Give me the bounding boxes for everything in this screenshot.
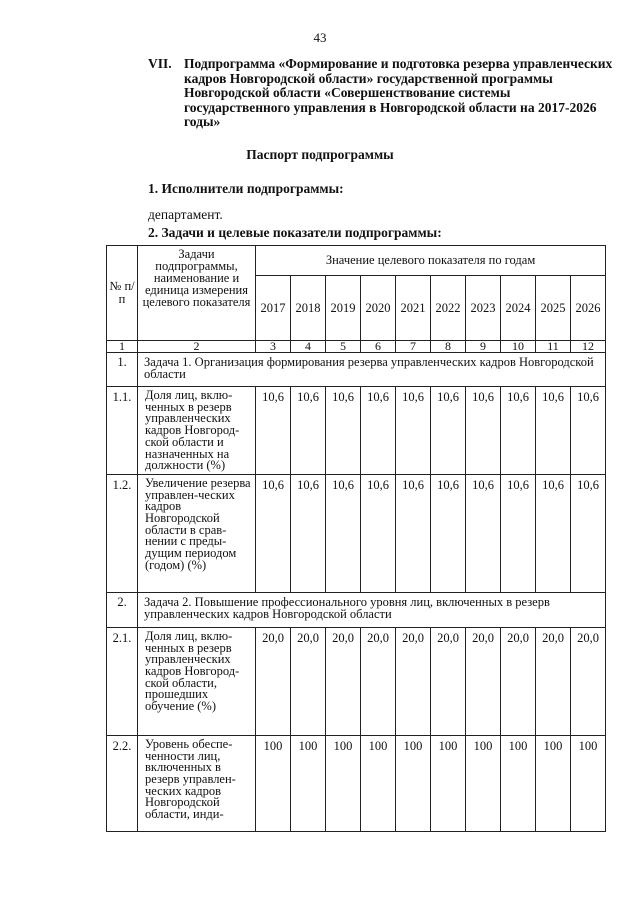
- indicator-value: 10,6: [396, 474, 431, 592]
- indicator-number: 1.1.: [107, 387, 138, 475]
- header-year: 2024: [501, 276, 536, 341]
- column-number: 3: [256, 341, 291, 353]
- header-year: 2018: [291, 276, 326, 341]
- header-year: 2022: [431, 276, 466, 341]
- indicator-value: 10,6: [361, 474, 396, 592]
- indicator-name: Уровень обеспе-ченности лиц, включенных в резерв управлен-ческих кадров Новгородской области, инди-: [138, 735, 256, 831]
- indicator-number: 1.2.: [107, 474, 138, 592]
- indicator-value: 100: [571, 735, 606, 831]
- indicator-value: 10,6: [326, 474, 361, 592]
- column-number: 5: [326, 341, 361, 353]
- indicator-value: 10,6: [536, 387, 571, 475]
- header-year: 2023: [466, 276, 501, 341]
- indicator-value: 10,6: [536, 474, 571, 592]
- task-number: 2.: [107, 592, 138, 627]
- header-year: 2019: [326, 276, 361, 341]
- header-year: 2017: [256, 276, 291, 341]
- indicator-row: [107, 627, 606, 735]
- executors-value: департамент.: [148, 207, 223, 222]
- column-number: 10: [501, 341, 536, 353]
- indicator-value: 20,0: [256, 627, 291, 735]
- indicator-value: 20,0: [501, 627, 536, 735]
- page-number: 43: [313, 30, 327, 45]
- column-number: 7: [396, 341, 431, 353]
- indicator-value: 20,0: [291, 627, 326, 735]
- header-num: № п/п: [107, 246, 138, 341]
- indicator-row: [107, 387, 606, 475]
- task-row: [107, 592, 606, 627]
- indicator-value: 10,6: [571, 387, 606, 475]
- indicator-value: 10,6: [291, 474, 326, 592]
- column-number: 1: [107, 341, 138, 353]
- indicator-value: 100: [466, 735, 501, 831]
- executors-heading: 1. Исполнители подпрограммы:: [148, 181, 344, 196]
- column-number: 9: [466, 341, 501, 353]
- indicator-value: 20,0: [466, 627, 501, 735]
- indicator-value: 100: [536, 735, 571, 831]
- indicator-value: 10,6: [256, 387, 291, 475]
- indicator-number: 2.1.: [107, 627, 138, 735]
- indicator-row: [107, 735, 606, 831]
- column-number: 11: [536, 341, 571, 353]
- header-year: 2026: [571, 276, 606, 341]
- indicator-value: 100: [326, 735, 361, 831]
- indicator-value: 10,6: [256, 474, 291, 592]
- column-number: 12: [571, 341, 606, 353]
- indicator-value: 10,6: [501, 474, 536, 592]
- table-body: [107, 246, 606, 832]
- indicator-name: Доля лиц, вклю-ченных в резерв управленческих кадров Новгород-ской области, прошедших обучение (%): [138, 627, 256, 735]
- column-number: 4: [291, 341, 326, 353]
- indicator-value: 10,6: [431, 387, 466, 475]
- passport-title: Паспорт подпрограммы: [246, 147, 394, 162]
- header-name: Задачи подпрограммы, наименование и единица измерения целевого показателя: [138, 246, 256, 341]
- header-year: 2020: [361, 276, 396, 341]
- header-group: Значение целевого показателя по годам: [256, 246, 606, 276]
- indicator-value: 100: [256, 735, 291, 831]
- column-number: 8: [431, 341, 466, 353]
- indicator-value: 20,0: [361, 627, 396, 735]
- column-number: 2: [138, 341, 256, 353]
- indicator-value: 10,6: [361, 387, 396, 475]
- task-text: Задача 1. Организация формирования резерва управленческих кадров Новгородской области: [138, 353, 606, 387]
- indicator-value: 100: [361, 735, 396, 831]
- indicator-value: 10,6: [431, 474, 466, 592]
- indicator-value: 100: [291, 735, 326, 831]
- indicator-number: 2.2.: [107, 735, 138, 831]
- task-row: [107, 353, 606, 387]
- task-text: Задача 2. Повышение профессионального уровня лиц, включенных в резерв управленческих кадров Новгородской области: [138, 592, 606, 627]
- indicator-name: Доля лиц, вклю-ченных в резерв управленческих кадров Новгород-ской области и назначенных на должности (%): [138, 387, 256, 475]
- task-number: 1.: [107, 353, 138, 387]
- indicator-value: 20,0: [536, 627, 571, 735]
- indicator-row: [107, 474, 606, 592]
- indicator-value: 10,6: [326, 387, 361, 475]
- header-year: 2021: [396, 276, 431, 341]
- indicator-value: 100: [396, 735, 431, 831]
- indicator-value: 10,6: [501, 387, 536, 475]
- indicator-value: 100: [501, 735, 536, 831]
- indicator-value: 100: [431, 735, 466, 831]
- indicator-value: 20,0: [571, 627, 606, 735]
- indicator-value: 20,0: [326, 627, 361, 735]
- indicator-value: 20,0: [431, 627, 466, 735]
- indicator-value: 10,6: [571, 474, 606, 592]
- indicator-value: 10,6: [291, 387, 326, 475]
- section-number: VII.: [148, 56, 172, 71]
- header-year: 2025: [536, 276, 571, 341]
- column-number-row: [107, 341, 606, 353]
- indicator-value: 20,0: [396, 627, 431, 735]
- section-title: Подпрограмма «Формирование и подготовка резерва управленческих кадров Новгородской области» государственной программы Новгородской области «Совершенствование системы государственного управления в Новгородской области на 2017-2026 годы»: [184, 56, 613, 129]
- header-row-group: [107, 246, 606, 276]
- tasks-heading: 2. Задачи и целевые показатели подпрограммы:: [148, 225, 442, 240]
- indicator-name: Увеличение резерва управлен-ческих кадров Новгородской области в срав-нении с преды-дущим периодом (годом) (%): [138, 474, 256, 592]
- column-number: 6: [361, 341, 396, 353]
- section-heading: [148, 57, 618, 130]
- indicator-value: 10,6: [466, 387, 501, 475]
- indicators-table: [106, 245, 606, 832]
- indicator-value: 10,6: [396, 387, 431, 475]
- indicator-value: 10,6: [466, 474, 501, 592]
